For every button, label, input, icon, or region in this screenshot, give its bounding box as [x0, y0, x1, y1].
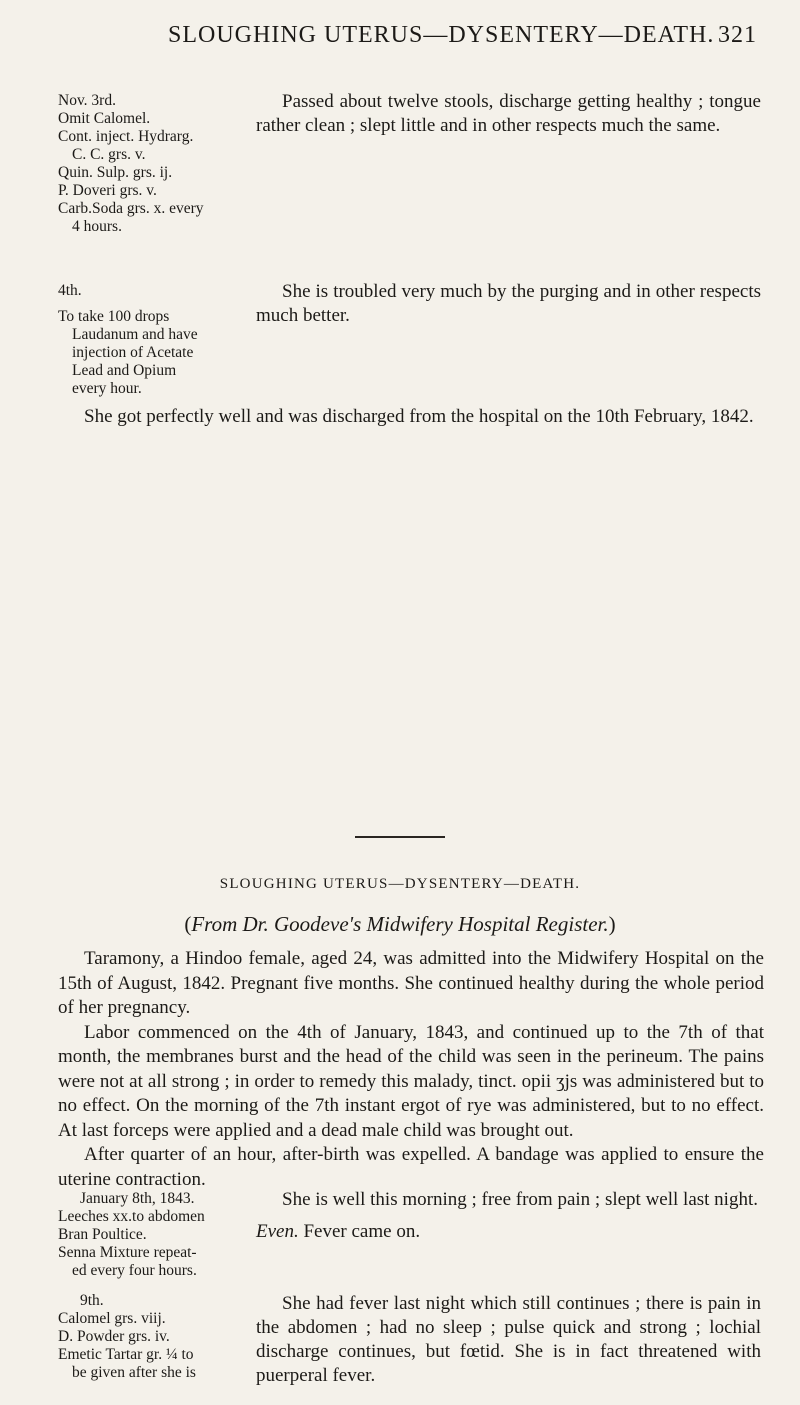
- evening-text: Fever came on.: [298, 1221, 421, 1242]
- entry-paragraph: She is well this morning ; free from pain ; slept well last night.: [282, 1189, 758, 1210]
- margin-line: 4th.: [58, 282, 82, 299]
- running-title: SLOUGHING UTERUS—DYSENTERY—DEATH.: [168, 22, 715, 48]
- entry-text-4th: [256, 280, 761, 328]
- margin-line: ed every four hours.: [72, 1262, 197, 1279]
- case-paragraph: Taramony, a Hindoo female, aged 24, was admitted into the Midwifery Hospital on the 15th of August, 1842. Pregnant five months. She continued healthy during the whole period of her pregnancy.: [58, 948, 764, 1018]
- case-source: [0, 912, 800, 937]
- source-text: From Dr. Goodeve's Midwifery Hospital Register.: [191, 912, 609, 936]
- margin-line: 4 hours.: [72, 218, 122, 235]
- margin-line: D. Powder grs. iv.: [58, 1328, 170, 1345]
- margin-line: Senna Mixture repeat-: [58, 1244, 197, 1261]
- entry-paragraph: She is troubled very much by the purging and in other respects much better.: [256, 281, 761, 326]
- margin-line: every hour.: [72, 380, 142, 397]
- evening-label: Even.: [256, 1221, 299, 1242]
- source-paren-close: ): [608, 912, 616, 936]
- margin-note-jan8: [58, 1190, 244, 1280]
- margin-line: Leeches xx.to abdomen: [58, 1208, 205, 1225]
- entry-text-nov3: [256, 90, 761, 138]
- section-divider: [355, 836, 445, 838]
- margin-line: Laudanum and have: [72, 326, 198, 343]
- margin-line: Lead and Opium: [72, 362, 177, 379]
- entry-text-jan8: [256, 1188, 761, 1244]
- margin-line: Calomel grs. viij.: [58, 1310, 166, 1327]
- margin-line: To take 100 drops: [58, 308, 170, 325]
- entry-paragraph: Passed about twelve stools, discharge getting healthy ; tongue rather clean ; slept little and in other respects much the same.: [256, 91, 761, 136]
- section-title: SLOUGHING UTERUS—DYSENTERY—DEATH.: [219, 876, 581, 892]
- margin-line: 9th.: [80, 1292, 104, 1309]
- page-number: 321: [718, 22, 757, 48]
- discharge-paragraph: She got perfectly well and was discharged from the hospital on the 10th February, 1842.: [84, 406, 754, 427]
- margin-line: Bran Poultice.: [58, 1226, 147, 1243]
- margin-line: Quin. Sulp. grs. ij.: [58, 164, 173, 181]
- entry-text-9th: [256, 1292, 761, 1388]
- margin-line: Cont. inject. Hydrarg.: [58, 128, 194, 145]
- case-paragraph: Labor commenced on the 4th of January, 1843, and continued up to the 7th of that month, the membranes burst and the head of the child was seen in the perineum. The pains were not at all strong ; in order to remedy this malady, tinct. opii ʒjs was administered but to no effect. On the morning of the 7th instant ergot of rye was administered, but to no effect. At last forceps were applied and a dead male child was brought out.: [58, 1021, 764, 1141]
- margin-line: Omit Calomel.: [58, 110, 151, 127]
- margin-line: Nov. 3rd.: [58, 92, 116, 109]
- entry-paragraph: She had fever last night which still continues ; there is pain in the abdomen ; had no sleep ; pulse quick and strong ; lochial discharge continues, but fœtid. She is in fact threatened with puerperal fever.: [256, 1293, 761, 1386]
- discharge-note: [58, 405, 764, 430]
- margin-line: Carb.Soda grs. x. every: [58, 200, 204, 217]
- margin-line: Emetic Tartar gr. ¼ to: [58, 1346, 194, 1363]
- margin-note-4th: [58, 282, 244, 398]
- margin-line: C. C. grs. v.: [72, 146, 146, 163]
- case-paragraph: After quarter of an hour, after-birth was expelled. A bandage was applied to ensure the uterine contraction.: [58, 1144, 764, 1190]
- margin-line: be given after she is: [72, 1364, 196, 1381]
- margin-line: January 8th, 1843.: [80, 1190, 195, 1207]
- margin-note-nov3: [58, 92, 244, 236]
- source-paren-open: (: [184, 912, 192, 936]
- case-body: [58, 947, 764, 1192]
- margin-line: P. Doveri grs. v.: [58, 182, 157, 199]
- margin-note-9th: [58, 1292, 244, 1382]
- margin-line: injection of Acetate: [72, 344, 194, 361]
